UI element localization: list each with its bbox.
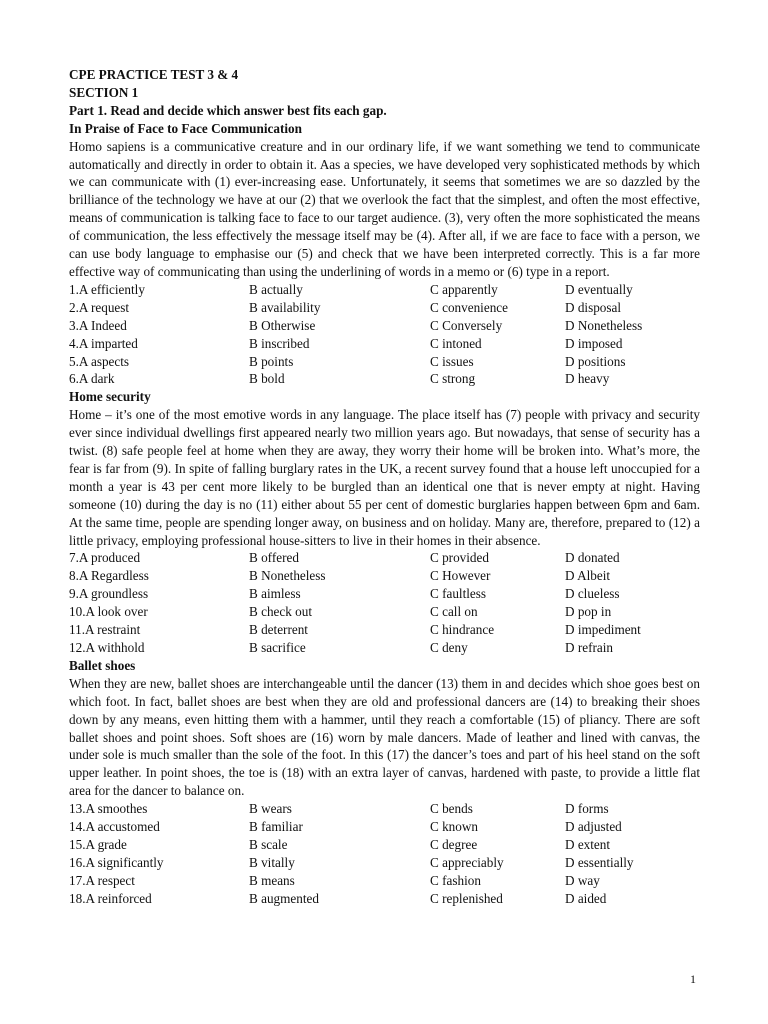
option-b: B deterrent: [249, 622, 308, 638]
question-row: [69, 370, 700, 388]
question-row: [69, 854, 700, 872]
option-d: D Nonetheless: [565, 317, 643, 333]
option-c: C apparently: [430, 281, 498, 297]
option-b: B Nonetheless: [249, 568, 326, 584]
option-d: D extent: [565, 836, 611, 852]
question-row: [69, 281, 700, 299]
option-c: C known: [430, 819, 478, 835]
option-a: 10.A look over: [69, 604, 148, 620]
option-c: C deny: [430, 640, 468, 655]
option-c: C faultless: [430, 586, 487, 602]
question-row: [69, 299, 700, 317]
option-c: C call on: [430, 604, 478, 620]
option-c: C However: [430, 568, 491, 584]
option-c: C appreciably: [430, 854, 504, 870]
question-row: [69, 818, 700, 836]
question-row: [69, 585, 700, 603]
option-a: 1.A efficiently: [69, 281, 145, 297]
document-page: [69, 66, 700, 908]
option-c: C provided: [430, 550, 489, 566]
passage-text: Homo sapiens is a communicative creature and in our ordinary life, if we want something we tend to communicate automatically and directly in order to obtain it. Aas a species, we have developed very sophisticated methods by which we can communicate with (1) ever-increasing ease. Unfortunately, it seems that sometimes we are so dazzled by the brilliance of the technology we have at our (2) that we overlook the fact that the simplest, and often the most effective, means of communication is talking face to face to our target audience. (3), very often the more sophisticated the means of communication, the less effectively the message itself may be (4). After all, if we are face to face with a person, we can use body language to emphasise our (5) and check that we have been interpreted correctly. This is a far more effective way of communicating than using the underlining of words in a memo or (6) type in a report.: [69, 138, 700, 279]
section-heading: SECTION 1: [69, 84, 139, 100]
option-a: 14.A accustomed: [69, 819, 160, 835]
option-b: B availability: [249, 299, 321, 315]
question-row: [69, 567, 700, 585]
option-b: B sacrifice: [249, 640, 306, 655]
option-a: 12.A withhold: [69, 640, 145, 655]
option-c: C degree: [430, 836, 478, 852]
option-a: 15.A grade: [69, 836, 127, 852]
option-d: D positions: [565, 353, 626, 369]
option-d: D aided: [565, 890, 607, 906]
question-row: [69, 800, 700, 818]
option-b: B augmented: [249, 890, 319, 906]
passage-text: When they are new, ballet shoes are interchangeable until the dancer (13) them in and decides which shoe goes best on which foot. In fact, ballet shoes are best when they are old and professional dancers are (14) to breaking their shoes down by any means, even hitting them with a hammer, until they reach a comfortable (15) of pliancy. There are soft ballet shoes and point shoes. Soft shoes are (16) worn by male dancers. Made of leather and lined with canvas, the under sole is much smaller than the sole of the foot. In this (17) the dancer’s toes and part of his heel stand on the soft upper leather. In point shoes, the toe is (18) with an extra layer of canvas, hardened with paste, to provide a little flat area for the dancer to balance on.: [69, 675, 700, 799]
option-a: 8.A Regardless: [69, 568, 149, 584]
option-b: B check out: [249, 604, 312, 620]
question-row: [69, 335, 700, 353]
option-b: B Otherwise: [249, 317, 316, 333]
option-c: C bends: [430, 801, 473, 817]
option-b: B vitally: [249, 854, 295, 870]
option-c: C replenished: [430, 890, 503, 906]
passage-title: Home security: [69, 389, 151, 405]
document-title: CPE PRACTICE TEST 3 & 4: [69, 67, 239, 82]
option-b: B bold: [249, 371, 285, 387]
question-row: [69, 317, 700, 335]
option-b: B inscribed: [249, 335, 310, 351]
option-b: B scale: [249, 836, 288, 852]
answer-options-table: [69, 800, 700, 907]
question-row: [69, 639, 700, 657]
option-a: 17.A respect: [69, 872, 135, 888]
option-d: D forms: [565, 801, 609, 817]
option-c: C hindrance: [430, 622, 495, 638]
option-d: D heavy: [565, 371, 610, 387]
passage-text: Home – it’s one of the most emotive words in any language. The place itself has (7) people with privacy and security ever since individual dwellings first appeared nearly two million years ago. But nowadays, that sense of security has a twist. (8) safe people feel at home when they are away, they worry their home will be broken into. What’s more, the fear is far from (9). In spite of falling burglary rates in the UK, a recent survey found that a house left unoccupied for a month a year is 43 per cent more likely to be burgled than an identical one that is never empty at night. Having someone (10) during the day is no (11) either about 55 per cent of domestic burglaries happen between 6pm and 6am. At the same time, people are spending longer away, on business and on holiday. Many are, therefore, prepared to (12) a little privacy, employing professional house-sitters to live in their homes in their absence.: [69, 407, 700, 548]
option-d: D way: [565, 872, 600, 888]
question-row: [69, 621, 700, 639]
question-row: [69, 836, 700, 854]
question-row: [69, 549, 700, 567]
question-row: [69, 872, 700, 890]
option-d: D refrain: [565, 640, 613, 655]
option-a: 9.A groundless: [69, 586, 149, 602]
option-a: 16.A significantly: [69, 854, 164, 870]
option-d: D eventually: [565, 281, 633, 297]
option-a: 6.A dark: [69, 371, 115, 387]
option-c: C Conversely: [430, 317, 503, 333]
option-a: 7.A produced: [69, 550, 141, 566]
passage-title: Ballet shoes: [69, 657, 136, 673]
option-d: D pop in: [565, 604, 612, 620]
option-d: D imposed: [565, 335, 623, 351]
answer-options-table: [69, 549, 700, 656]
option-b: B aimless: [249, 586, 301, 602]
option-d: D donated: [565, 550, 620, 566]
option-d: D adjusted: [565, 819, 622, 835]
answer-options-table: [69, 281, 700, 388]
option-d: D clueless: [565, 586, 620, 602]
option-c: C issues: [430, 353, 474, 369]
option-a: 2.A request: [69, 299, 130, 315]
option-c: C fashion: [430, 872, 481, 888]
option-d: D Albeit: [565, 568, 611, 584]
option-b: B means: [249, 872, 295, 888]
option-a: 4.A imparted: [69, 335, 138, 351]
page-number: 1: [690, 972, 696, 986]
option-d: D disposal: [565, 299, 622, 315]
part-instruction: Part 1. Read and decide which answer best fits each gap.: [69, 102, 387, 118]
passage-title: In Praise of Face to Face Communication: [69, 120, 302, 136]
question-row: [69, 603, 700, 621]
option-b: B wears: [249, 801, 292, 817]
option-a: 13.A smoothes: [69, 801, 148, 817]
option-c: C intoned: [430, 335, 482, 351]
option-d: D impediment: [565, 622, 641, 638]
option-a: 5.A aspects: [69, 353, 130, 369]
option-b: B familiar: [249, 819, 303, 835]
option-c: C convenience: [430, 299, 508, 315]
option-a: 3.A Indeed: [69, 317, 127, 333]
option-c: C strong: [430, 371, 476, 387]
option-b: B points: [249, 353, 294, 369]
option-b: B actually: [249, 281, 303, 297]
option-b: B offered: [249, 550, 299, 566]
question-row: [69, 890, 700, 908]
option-d: D essentially: [565, 854, 634, 870]
question-row: [69, 353, 700, 371]
option-a: 11.A restraint: [69, 622, 141, 638]
option-a: 18.A reinforced: [69, 890, 152, 906]
